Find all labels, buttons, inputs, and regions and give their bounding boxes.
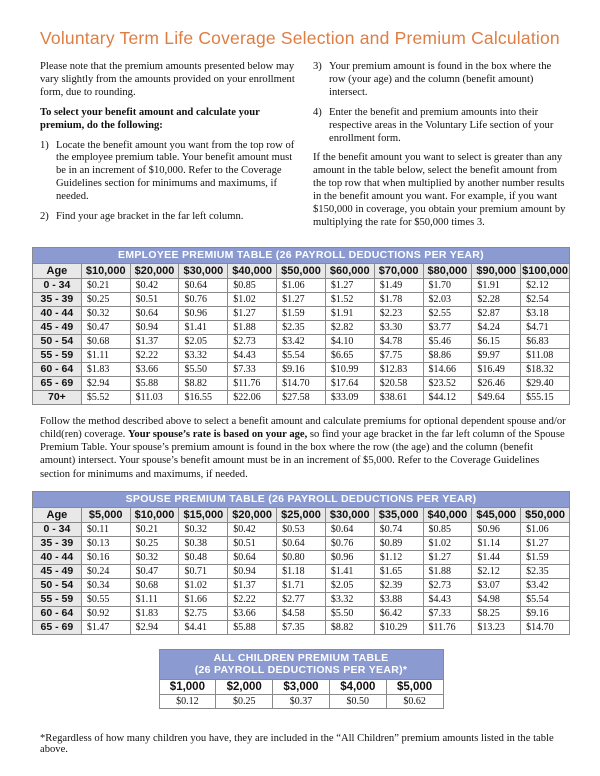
column-header: $20,000 (130, 263, 179, 278)
column-header: $1,000 (159, 679, 216, 694)
premium-cell: $0.32 (179, 522, 228, 536)
premium-cell: $7.33 (228, 362, 277, 376)
column-header-row (33, 507, 570, 522)
premium-cell: $1.27 (521, 536, 570, 550)
spouse-premium-table (32, 491, 570, 635)
premium-cell: $14.66 (423, 362, 472, 376)
premium-cell: $26.46 (472, 376, 521, 390)
premium-cell: $1.59 (521, 550, 570, 564)
premium-cell: $5.50 (179, 362, 228, 376)
table-row (33, 522, 570, 536)
premium-cell: $16.49 (472, 362, 521, 376)
spouse-instructions (40, 415, 570, 481)
rounding-note: Please note that the premium amounts presented below may vary slightly from the amounts provided on your enrollment form, due to rounding. (40, 61, 295, 98)
table-row (33, 564, 570, 578)
premium-cell: $0.47 (130, 564, 179, 578)
premium-cell: $6.42 (374, 606, 423, 620)
premium-cell: $2.05 (179, 334, 228, 348)
premium-cell: $1.27 (423, 550, 472, 564)
premium-cell: $4.71 (521, 320, 570, 334)
column-header: $70,000 (374, 263, 423, 278)
table-row (33, 536, 570, 550)
premium-cell: $1.83 (81, 362, 130, 376)
premium-cell: $0.64 (130, 306, 179, 320)
premium-cell: $2.75 (179, 606, 228, 620)
premium-cell: $33.09 (325, 390, 374, 404)
premium-cell: $2.39 (374, 578, 423, 592)
column-header: $4,000 (329, 679, 386, 694)
table-row (33, 278, 570, 292)
step-number: 4) (313, 106, 322, 118)
premium-cell: $2.77 (277, 592, 326, 606)
premium-cell: $4.41 (179, 620, 228, 634)
premium-cell: $9.16 (521, 606, 570, 620)
premium-cell: $5.52 (81, 390, 130, 404)
premium-cell: $14.70 (277, 376, 326, 390)
age-bracket-cell: 65 - 69 (33, 620, 82, 634)
table-title-line1: ALL CHILDREN PREMIUM TABLE (213, 651, 389, 664)
column-header: $50,000 (277, 263, 326, 278)
premium-cell: $11.08 (521, 348, 570, 362)
table-row (33, 592, 570, 606)
premium-cell: $1.70 (423, 278, 472, 292)
premium-cell: $1.06 (277, 278, 326, 292)
spouse-note-text: Follow the method described above to select a benefit amount and calculate premiums for optional dependent spouse and/or child(ren) coverage. (40, 415, 566, 441)
premium-cell: $0.64 (277, 536, 326, 550)
premium-cell: $1.91 (472, 278, 521, 292)
column-header: Age (33, 507, 82, 522)
premium-cell: $49.64 (472, 390, 521, 404)
premium-cell: $4.43 (423, 592, 472, 606)
step-number: 2) (40, 211, 49, 223)
premium-cell: $0.68 (130, 578, 179, 592)
premium-cell: $1.14 (472, 536, 521, 550)
premium-cell: $1.37 (130, 334, 179, 348)
premium-cell: $3.77 (423, 320, 472, 334)
premium-cell: $0.96 (179, 306, 228, 320)
premium-cell: $1.18 (277, 564, 326, 578)
premium-cell: $2.23 (374, 306, 423, 320)
premium-cell: $0.24 (81, 564, 130, 578)
table-row (159, 694, 443, 708)
premium-cell: $2.22 (228, 592, 277, 606)
column-header: $5,000 (81, 507, 130, 522)
premium-cell: $1.02 (423, 536, 472, 550)
age-bracket-cell: 55 - 59 (33, 348, 82, 362)
instruction-step-1 (40, 140, 297, 205)
table-row (33, 606, 570, 620)
column-header: $80,000 (423, 263, 472, 278)
premium-cell: $1.78 (374, 292, 423, 306)
age-bracket-cell: 40 - 44 (33, 306, 82, 320)
age-bracket-cell: 0 - 34 (33, 522, 82, 536)
premium-cell: $2.22 (130, 348, 179, 362)
premium-cell: $1.12 (374, 550, 423, 564)
premium-cell: $1.27 (325, 278, 374, 292)
premium-cell: $9.97 (472, 348, 521, 362)
premium-cell: $7.75 (374, 348, 423, 362)
premium-cell: $11.76 (423, 620, 472, 634)
age-bracket-cell: 60 - 64 (33, 362, 82, 376)
premium-cell: $2.35 (521, 564, 570, 578)
step-text: Find your age bracket in the far left column. (56, 211, 244, 223)
spouse-note-bold: Your spouse’s rate is based on your age, (127, 429, 308, 441)
age-bracket-cell: 35 - 39 (33, 536, 82, 550)
age-bracket-cell: 40 - 44 (33, 550, 82, 564)
premium-cell: $14.70 (521, 620, 570, 634)
premium-cell: $2.73 (228, 334, 277, 348)
column-header: $40,000 (423, 507, 472, 522)
premium-cell: $1.49 (374, 278, 423, 292)
premium-cell: $0.71 (179, 564, 228, 578)
table-row (33, 578, 570, 592)
column-header: $30,000 (325, 507, 374, 522)
premium-cell: $0.48 (179, 550, 228, 564)
premium-cell: $1.11 (81, 348, 130, 362)
premium-cell: $0.96 (325, 550, 374, 564)
premium-cell: $7.33 (423, 606, 472, 620)
premium-cell: $6.83 (521, 334, 570, 348)
premium-cell: $1.41 (325, 564, 374, 578)
premium-cell: $11.76 (228, 376, 277, 390)
premium-cell: $8.86 (423, 348, 472, 362)
premium-cell: $0.51 (228, 536, 277, 550)
premium-cell: $7.35 (277, 620, 326, 634)
table-title: EMPLOYEE PREMIUM TABLE (26 PAYROLL DEDUCTIONS PER YEAR) (33, 247, 570, 263)
children-footnote: *Regardless of how many children you have, they are included in the “All Children” premium amounts listed in the table above. (40, 732, 554, 755)
premium-cell: $1.11 (130, 592, 179, 606)
premium-cell: $3.66 (228, 606, 277, 620)
premium-cell: $12.83 (374, 362, 423, 376)
column-header: $60,000 (325, 263, 374, 278)
column-header-row (33, 263, 570, 278)
column-header: $50,000 (521, 507, 570, 522)
premium-cell: $1.27 (228, 306, 277, 320)
premium-cell: $1.59 (277, 306, 326, 320)
premium-cell: $8.25 (472, 606, 521, 620)
premium-cell: $2.87 (472, 306, 521, 320)
premium-cell: $1.88 (423, 564, 472, 578)
table-title-row (33, 247, 570, 263)
premium-cell: $2.94 (81, 376, 130, 390)
age-bracket-cell: 65 - 69 (33, 376, 82, 390)
premium-cell: $0.21 (81, 278, 130, 292)
premium-cell: $1.83 (130, 606, 179, 620)
premium-cell: $8.82 (325, 620, 374, 634)
column-header: $30,000 (179, 263, 228, 278)
premium-cell: $4.10 (325, 334, 374, 348)
column-header: $5,000 (386, 679, 443, 694)
intro-left-column (40, 61, 297, 237)
premium-cell: $0.25 (81, 292, 130, 306)
premium-cell: $3.32 (325, 592, 374, 606)
premium-cell: $1.27 (277, 292, 326, 306)
premium-cell: $5.46 (423, 334, 472, 348)
table-row (33, 620, 570, 634)
premium-cell: $1.65 (374, 564, 423, 578)
premium-cell: $0.64 (179, 278, 228, 292)
premium-cell: $0.92 (81, 606, 130, 620)
premium-cell: $5.88 (130, 376, 179, 390)
premium-cell: $0.76 (325, 536, 374, 550)
intro-section (40, 61, 570, 237)
column-header: $25,000 (277, 507, 326, 522)
premium-cell: $2.05 (325, 578, 374, 592)
premium-cell: $1.41 (179, 320, 228, 334)
premium-cell: $1.71 (277, 578, 326, 592)
premium-cell: $0.34 (81, 578, 130, 592)
premium-cell: $20.58 (374, 376, 423, 390)
age-bracket-cell: 45 - 49 (33, 320, 82, 334)
premium-cell: $5.50 (325, 606, 374, 620)
premium-cell: $3.66 (130, 362, 179, 376)
instruction-step-4 (313, 107, 570, 146)
premium-cell: $38.61 (374, 390, 423, 404)
premium-cell: $0.62 (386, 694, 443, 708)
column-header: $2,000 (216, 679, 273, 694)
premium-cell: $0.25 (130, 536, 179, 550)
premium-cell: $0.64 (325, 522, 374, 536)
premium-cell: $3.32 (179, 348, 228, 362)
premium-cell: $0.76 (179, 292, 228, 306)
table-row (33, 362, 570, 376)
premium-cell: $0.94 (228, 564, 277, 578)
column-header: $90,000 (472, 263, 521, 278)
premium-cell: $5.54 (277, 348, 326, 362)
instructions-heading: To select your benefit amount and calculate your premium, do the following: (40, 106, 260, 131)
premium-cell: $1.88 (228, 320, 277, 334)
table-title-row (159, 649, 443, 679)
premium-cell: $4.78 (374, 334, 423, 348)
premium-cell: $2.12 (472, 564, 521, 578)
table-row (33, 376, 570, 390)
instruction-step-2 (40, 211, 297, 224)
premium-cell: $0.32 (81, 306, 130, 320)
column-header: $45,000 (472, 507, 521, 522)
premium-cell: $2.73 (423, 578, 472, 592)
column-header: $10,000 (130, 507, 179, 522)
table-row (33, 320, 570, 334)
premium-cell: $13.23 (472, 620, 521, 634)
age-bracket-cell: 0 - 34 (33, 278, 82, 292)
premium-cell: $0.53 (277, 522, 326, 536)
column-header: $3,000 (273, 679, 330, 694)
premium-cell: $4.58 (277, 606, 326, 620)
age-bracket-cell: 55 - 59 (33, 592, 82, 606)
column-header: $100,000 (522, 264, 568, 277)
premium-cell: $2.82 (325, 320, 374, 334)
premium-cell: $22.06 (228, 390, 277, 404)
premium-cell: $0.16 (81, 550, 130, 564)
table-title: SPOUSE PREMIUM TABLE (26 PAYROLL DEDUCTIONS PER YEAR) (33, 491, 570, 507)
spouse-note-text: so find your age bracket in the far left column of the Spouse Premium Table. Your spouse’s premium amount is found in the box where the row (the age) and the column (benefit amount) intersect. Your spouse’s benefit amount must be in an increment of $5,000. Refer to the Coverage Guidelines section for minimums and maximums, if needed. (40, 429, 565, 480)
premium-cell: $3.42 (521, 578, 570, 592)
column-header: $15,000 (179, 507, 228, 522)
premium-cell: $3.07 (472, 578, 521, 592)
instruction-step-3 (313, 61, 570, 100)
premium-cell: $5.88 (228, 620, 277, 634)
premium-cell: $2.35 (277, 320, 326, 334)
premium-cell: $55.15 (521, 390, 570, 404)
step-number: 1) (40, 139, 49, 151)
premium-cell: $10.29 (374, 620, 423, 634)
step-text: Locate the benefit amount you want from the top row of the employee premium table. Your benefit amount must be in an increment of $10,000. Refer to the Coverage Guidelines section for minimums and maximums, if needed. (56, 139, 295, 203)
premium-cell: $3.30 (374, 320, 423, 334)
premium-cell: $1.66 (179, 592, 228, 606)
premium-cell: $1.44 (472, 550, 521, 564)
premium-cell: $0.64 (228, 550, 277, 564)
employee-premium-table (32, 247, 570, 405)
premium-cell: $0.37 (273, 694, 330, 708)
premium-cell: $0.94 (130, 320, 179, 334)
premium-cell: $1.52 (325, 292, 374, 306)
premium-cell: $0.51 (130, 292, 179, 306)
premium-cell: $0.96 (472, 522, 521, 536)
column-header: $35,000 (374, 507, 423, 522)
premium-cell: $0.13 (81, 536, 130, 550)
premium-cell: $0.21 (130, 522, 179, 536)
premium-cell: $17.64 (325, 376, 374, 390)
column-header-row (159, 679, 443, 694)
premium-cell: $0.80 (277, 550, 326, 564)
premium-cell: $4.43 (228, 348, 277, 362)
table-title-row (33, 491, 570, 507)
step-number: 3) (313, 61, 322, 72)
premium-cell: $0.47 (81, 320, 130, 334)
premium-cell: $1.37 (228, 578, 277, 592)
premium-cell: $0.42 (228, 522, 277, 536)
premium-cell: $1.47 (81, 620, 130, 634)
premium-cell: $18.32 (521, 362, 570, 376)
premium-cell: $23.52 (423, 376, 472, 390)
premium-cell: $1.02 (228, 292, 277, 306)
premium-cell: $16.55 (179, 390, 228, 404)
premium-cell: $4.98 (472, 592, 521, 606)
premium-cell: $3.88 (374, 592, 423, 606)
premium-cell: $0.85 (228, 278, 277, 292)
step-text: Your premium amount is found in the box where the row (your age) and the column (benefit amount) intersect. (329, 61, 552, 98)
premium-cell: $0.12 (159, 694, 216, 708)
table-row (33, 550, 570, 564)
table-row (33, 306, 570, 320)
premium-cell: $2.12 (521, 278, 570, 292)
premium-cell: $0.68 (81, 334, 130, 348)
column-header: $10,000 (81, 263, 130, 278)
age-bracket-cell: 60 - 64 (33, 606, 82, 620)
premium-cell: $6.65 (325, 348, 374, 362)
intro-right-column (313, 61, 570, 237)
table-row (33, 292, 570, 306)
premium-cell: $10.99 (325, 362, 374, 376)
premium-cell: $0.32 (130, 550, 179, 564)
table-title (159, 649, 443, 679)
age-bracket-cell: 70+ (33, 390, 82, 404)
premium-cell: $2.54 (521, 292, 570, 306)
age-bracket-cell: 35 - 39 (33, 292, 82, 306)
premium-cell: $29.40 (521, 376, 570, 390)
table-row (33, 390, 570, 404)
premium-cell: $1.06 (521, 522, 570, 536)
premium-cell: $0.55 (81, 592, 130, 606)
premium-cell: $27.58 (277, 390, 326, 404)
premium-cell: $1.02 (179, 578, 228, 592)
children-premium-table (159, 649, 444, 709)
premium-cell: $2.55 (423, 306, 472, 320)
multiplication-note: If the benefit amount you want to select is greater than any amount in the table below, select the benefit amount from the top row that when multiplied by another number results in the benefit amount you want. For example, if you want $150,000 in coverage, you obtain your premium amount by multiplying the rate for $50,000 times 3. (313, 152, 566, 228)
age-bracket-cell: 50 - 54 (33, 578, 82, 592)
premium-cell: $0.74 (374, 522, 423, 536)
page-title: Voluntary Term Life Coverage Selection and Premium Calculation (40, 28, 560, 48)
premium-cell: $2.28 (472, 292, 521, 306)
table-row (33, 348, 570, 362)
premium-cell: $2.94 (130, 620, 179, 634)
premium-cell: $0.89 (374, 536, 423, 550)
premium-cell: $44.12 (423, 390, 472, 404)
premium-cell: $2.03 (423, 292, 472, 306)
column-header: Age (33, 263, 82, 278)
premium-cell: $4.24 (472, 320, 521, 334)
step-text: Enter the benefit and premium amounts into their respective areas in the Voluntary Life section of your enrollment form. (329, 106, 554, 144)
premium-cell: $0.85 (423, 522, 472, 536)
premium-cell: $0.42 (130, 278, 179, 292)
premium-cell: $3.18 (521, 306, 570, 320)
table-row (33, 334, 570, 348)
premium-cell: $6.15 (472, 334, 521, 348)
premium-cell: $11.03 (130, 390, 179, 404)
premium-cell: $0.11 (81, 522, 130, 536)
premium-cell: $3.42 (277, 334, 326, 348)
premium-cell: $9.16 (277, 362, 326, 376)
premium-cell: $5.54 (521, 592, 570, 606)
premium-cell: $1.91 (325, 306, 374, 320)
age-bracket-cell: 45 - 49 (33, 564, 82, 578)
premium-cell: $0.25 (216, 694, 273, 708)
premium-cell: $0.50 (329, 694, 386, 708)
age-bracket-cell: 50 - 54 (33, 334, 82, 348)
column-header: $20,000 (228, 507, 277, 522)
premium-cell: $0.38 (179, 536, 228, 550)
column-header: $40,000 (228, 263, 277, 278)
table-title-line2: (26 PAYROLL DEDUCTIONS PER YEAR)* (194, 664, 408, 677)
premium-cell: $8.82 (179, 376, 228, 390)
